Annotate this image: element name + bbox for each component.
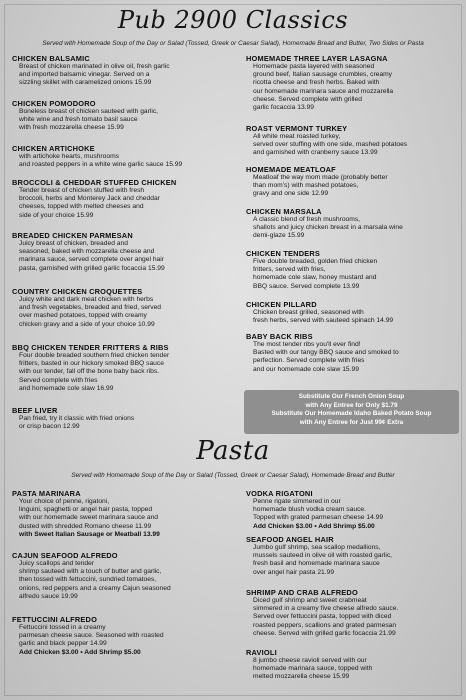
item-description: Five double breaded, golden fried chicken fritters, served with fries, homemade cole slaw, honey mustard and BBQ sauce. Served complete 13.99: [253, 258, 378, 290]
item-name: BREADED CHICKEN PARMESAN: [12, 231, 133, 240]
menu-item: [246, 535, 462, 588]
item-name: BABY BACK RIBS: [246, 332, 313, 341]
classics-subtitle: Served with Homemade Soup of the Day or Salad (Tossed, Greek or Caesar Salad), Homemade Bread and Butter, Two Sides or Pasta: [42, 40, 424, 47]
item-description: Jumbo gulf shrimp, sea scallop medallions, mussels sauteed in olive oil with roasted garlic, fresh basil and homemade marinara sauce over angel hair pasta 21.99: [253, 544, 393, 576]
soup-substitution-promo: [244, 390, 459, 434]
item-description: All white meat roasted turkey, served over stuffing with one side, mashed potatoes and garnished with cranberry sauce 13.99: [253, 133, 408, 157]
item-description: Juicy white and dark meat chicken with herbs and fresh vegetables, breaded and fried, served over mashed potatoes, topped with creamy chicken gravy and a side of your choice 10.99: [19, 296, 162, 328]
item-description: Penne rigate simmered in our homemade blush vodka cream sauce. Topped with grated parmesan cheese 14.99: [253, 498, 384, 522]
menu-item: [12, 615, 242, 657]
menu-item: [12, 406, 242, 431]
item-description: Juicy breast of chicken, breaded and seasoned, baked with mozzarella cheese and marinara sauce, served complete over angel hair pasta, garnished with grilled garlic focaccia 15.99: [19, 240, 165, 272]
item-name: SEAFOOD ANGEL HAIR: [246, 535, 334, 544]
menu-item: [12, 144, 242, 178]
item-name: BBQ CHICKEN TENDER FRITTERS & RIBS: [12, 343, 169, 352]
item-description: Chicken breast grilled, seasoned with fresh herbs, served with sauteed spinach 14.99: [253, 309, 394, 325]
menu-item: [246, 207, 462, 249]
item-name: CHICKEN TENDERS: [246, 249, 321, 258]
item-name: VODKA RIGATONI: [246, 489, 313, 498]
menu-item: [12, 178, 242, 231]
menu-item: [12, 54, 242, 99]
item-description: Homemade pasta layered with seasoned ground beef, Italian sausage crumbles, creamy ricotta cheese and fresh herbs. Baked with our homemade marinara sauce and mozzarella cheese. Served complete with grilled garlic focaccia 13.99: [253, 63, 394, 112]
promo-line: with Any Entree for Just 99¢ Extra: [299, 418, 404, 426]
menu-item: [246, 648, 462, 682]
item-description: Fettuccini tossed in a creamy parmesan cheese sauce. Seasoned with roasted garlic and black pepper 14.99: [19, 624, 164, 648]
item-description: Your choice of penne, rigatoni, linguini, spaghetti or angel hair pasta, topped with our homemade sweet marinara sauce and dusted with shredded Romano cheese 11.99: [19, 498, 159, 530]
menu-item: [12, 231, 242, 287]
item-description: Tender breast of chicken stuffed with fresh broccoli, herbs and Monterey Jack and cheddar cheeses, topped with melted cheeses and side of your choice 15.99: [19, 187, 160, 219]
item-description: Juicy scallops and tender shrimp sauteed with a touch of butter and garlic, then tossed with fettuccini, sundried tomatoes, onions, red peppers and a creamy Cajun seasoned alfredo sauce 19.99: [19, 560, 171, 600]
item-description: Boneless breast of chicken sauteed with garlic, white wine and fresh tomato basil sauce with fresh mozzarella cheese 15.99: [19, 108, 159, 132]
menu-item: [246, 249, 462, 300]
menu-item: [246, 588, 462, 648]
item-name: CHICKEN ARTICHOKE: [12, 144, 95, 153]
pasta-subtitle: Served with Homemade Soup of the Day or Salad (Tossed, Greek or Caesar Salad), Homemade Bread and Butter: [71, 472, 395, 479]
menu-item: [12, 287, 242, 343]
promo-line: Substitute Our Homemade Idaho Baked Potato Soup: [271, 410, 432, 417]
classics-title: Pub 2900 Classics: [117, 6, 349, 34]
item-name: PASTA MARINARA: [12, 489, 81, 498]
pasta-right-column: [246, 489, 462, 682]
menu-item: [12, 343, 242, 406]
item-description: The most tender ribs you'll ever find! Basted with our tangy BBQ sauce and smoked to perfection. Served complete with fries and our homemade cole slaw 15.99: [253, 341, 399, 373]
promo-line: with Any Entree for Only $1.79: [305, 401, 398, 409]
item-name: CHICKEN POMODORO: [12, 99, 96, 108]
menu-item: [246, 489, 462, 535]
item-description: A classic blend of fresh mushrooms, shallots and juicy chicken breast in a marsala wine demi-glaze 15.99: [253, 216, 403, 240]
pasta-title: Pasta: [196, 436, 270, 466]
menu-item: [246, 300, 462, 332]
item-addon: Add Chicken $3.00 • Add Shrimp $5.00: [19, 648, 141, 656]
item-name: BROCCOLI & CHEDDAR STUFFED CHICKEN: [12, 178, 177, 187]
item-name: COUNTRY CHICKEN CROQUETTES: [12, 287, 143, 296]
classics-left-column: [12, 54, 242, 431]
menu-item: [246, 124, 462, 165]
item-name: BEEF LIVER: [12, 406, 58, 415]
menu-item: [12, 99, 242, 144]
item-name: CAJUN SEAFOOD ALFREDO: [12, 551, 118, 560]
item-description: with artichoke hearts, mushrooms and roasted peppers in a white wine garlic sauce 15.99: [19, 153, 183, 169]
menu-item: [246, 332, 462, 374]
menu-item: [12, 551, 242, 615]
pasta-left-column: [12, 489, 242, 657]
item-description: Four double breaded southern fried chicken tender fritters, basted in our hickory smoked BBQ sauce with our tender, fall off the bone baby back ribs. Served complete with fries and homemade cole slaw 16.99: [19, 352, 170, 392]
item-name: RAVIOLI: [246, 648, 277, 657]
classics-right-column: [246, 54, 462, 374]
item-description: Breast of chicken marinated in olive oil, fresh garlic and imported balsamic vinegar. Served on a sizzling skillet with caramelized onions 15.99: [19, 63, 170, 87]
item-description: Meatloaf the way mom made (probably better than mom's) with mashed potatoes, gravy and one side 12.99: [253, 174, 388, 198]
item-name: FETTUCCINI ALFREDO: [12, 615, 98, 624]
item-name: SHRIMP AND CRAB ALFREDO: [246, 588, 358, 597]
item-name: HOMEMADE MEATLOAF: [246, 165, 336, 174]
menu-item: [12, 489, 242, 551]
item-name: ROAST VERMONT TURKEY: [246, 124, 348, 133]
item-addon: Add Chicken $3.00 • Add Shrimp $5.00: [253, 522, 375, 530]
item-description: Diced gulf shrimp and sweet crabmeat simmered in a creamy five cheese alfredo sauce. Served over fettuccini pasta, topped with diced roasted peppers, scallions and grated parmesan cheese. Served with grilled garlic focaccia 21.99: [253, 597, 399, 637]
menu-item: [246, 165, 462, 207]
item-name: CHICKEN BALSAMIC: [12, 54, 90, 63]
item-name: CHICKEN MARSALA: [246, 207, 322, 216]
item-addon: with Sweet Italian Sausage or Meatball 13.99: [19, 530, 160, 538]
item-name: HOMEMADE THREE LAYER LASAGNA: [246, 54, 388, 63]
item-description: 8 jumbo cheese ravioli served with our homemade marinara sauce, topped with melted mozzarella cheese 15.99: [253, 657, 373, 681]
item-description: Pan fried, try it classic with fried onions or crisp bacon 12.99: [19, 415, 135, 431]
promo-line: Substitute Our French Onion Soup: [298, 393, 405, 400]
item-name: CHICKEN PILLARD: [246, 300, 317, 309]
menu-item: [246, 54, 462, 124]
